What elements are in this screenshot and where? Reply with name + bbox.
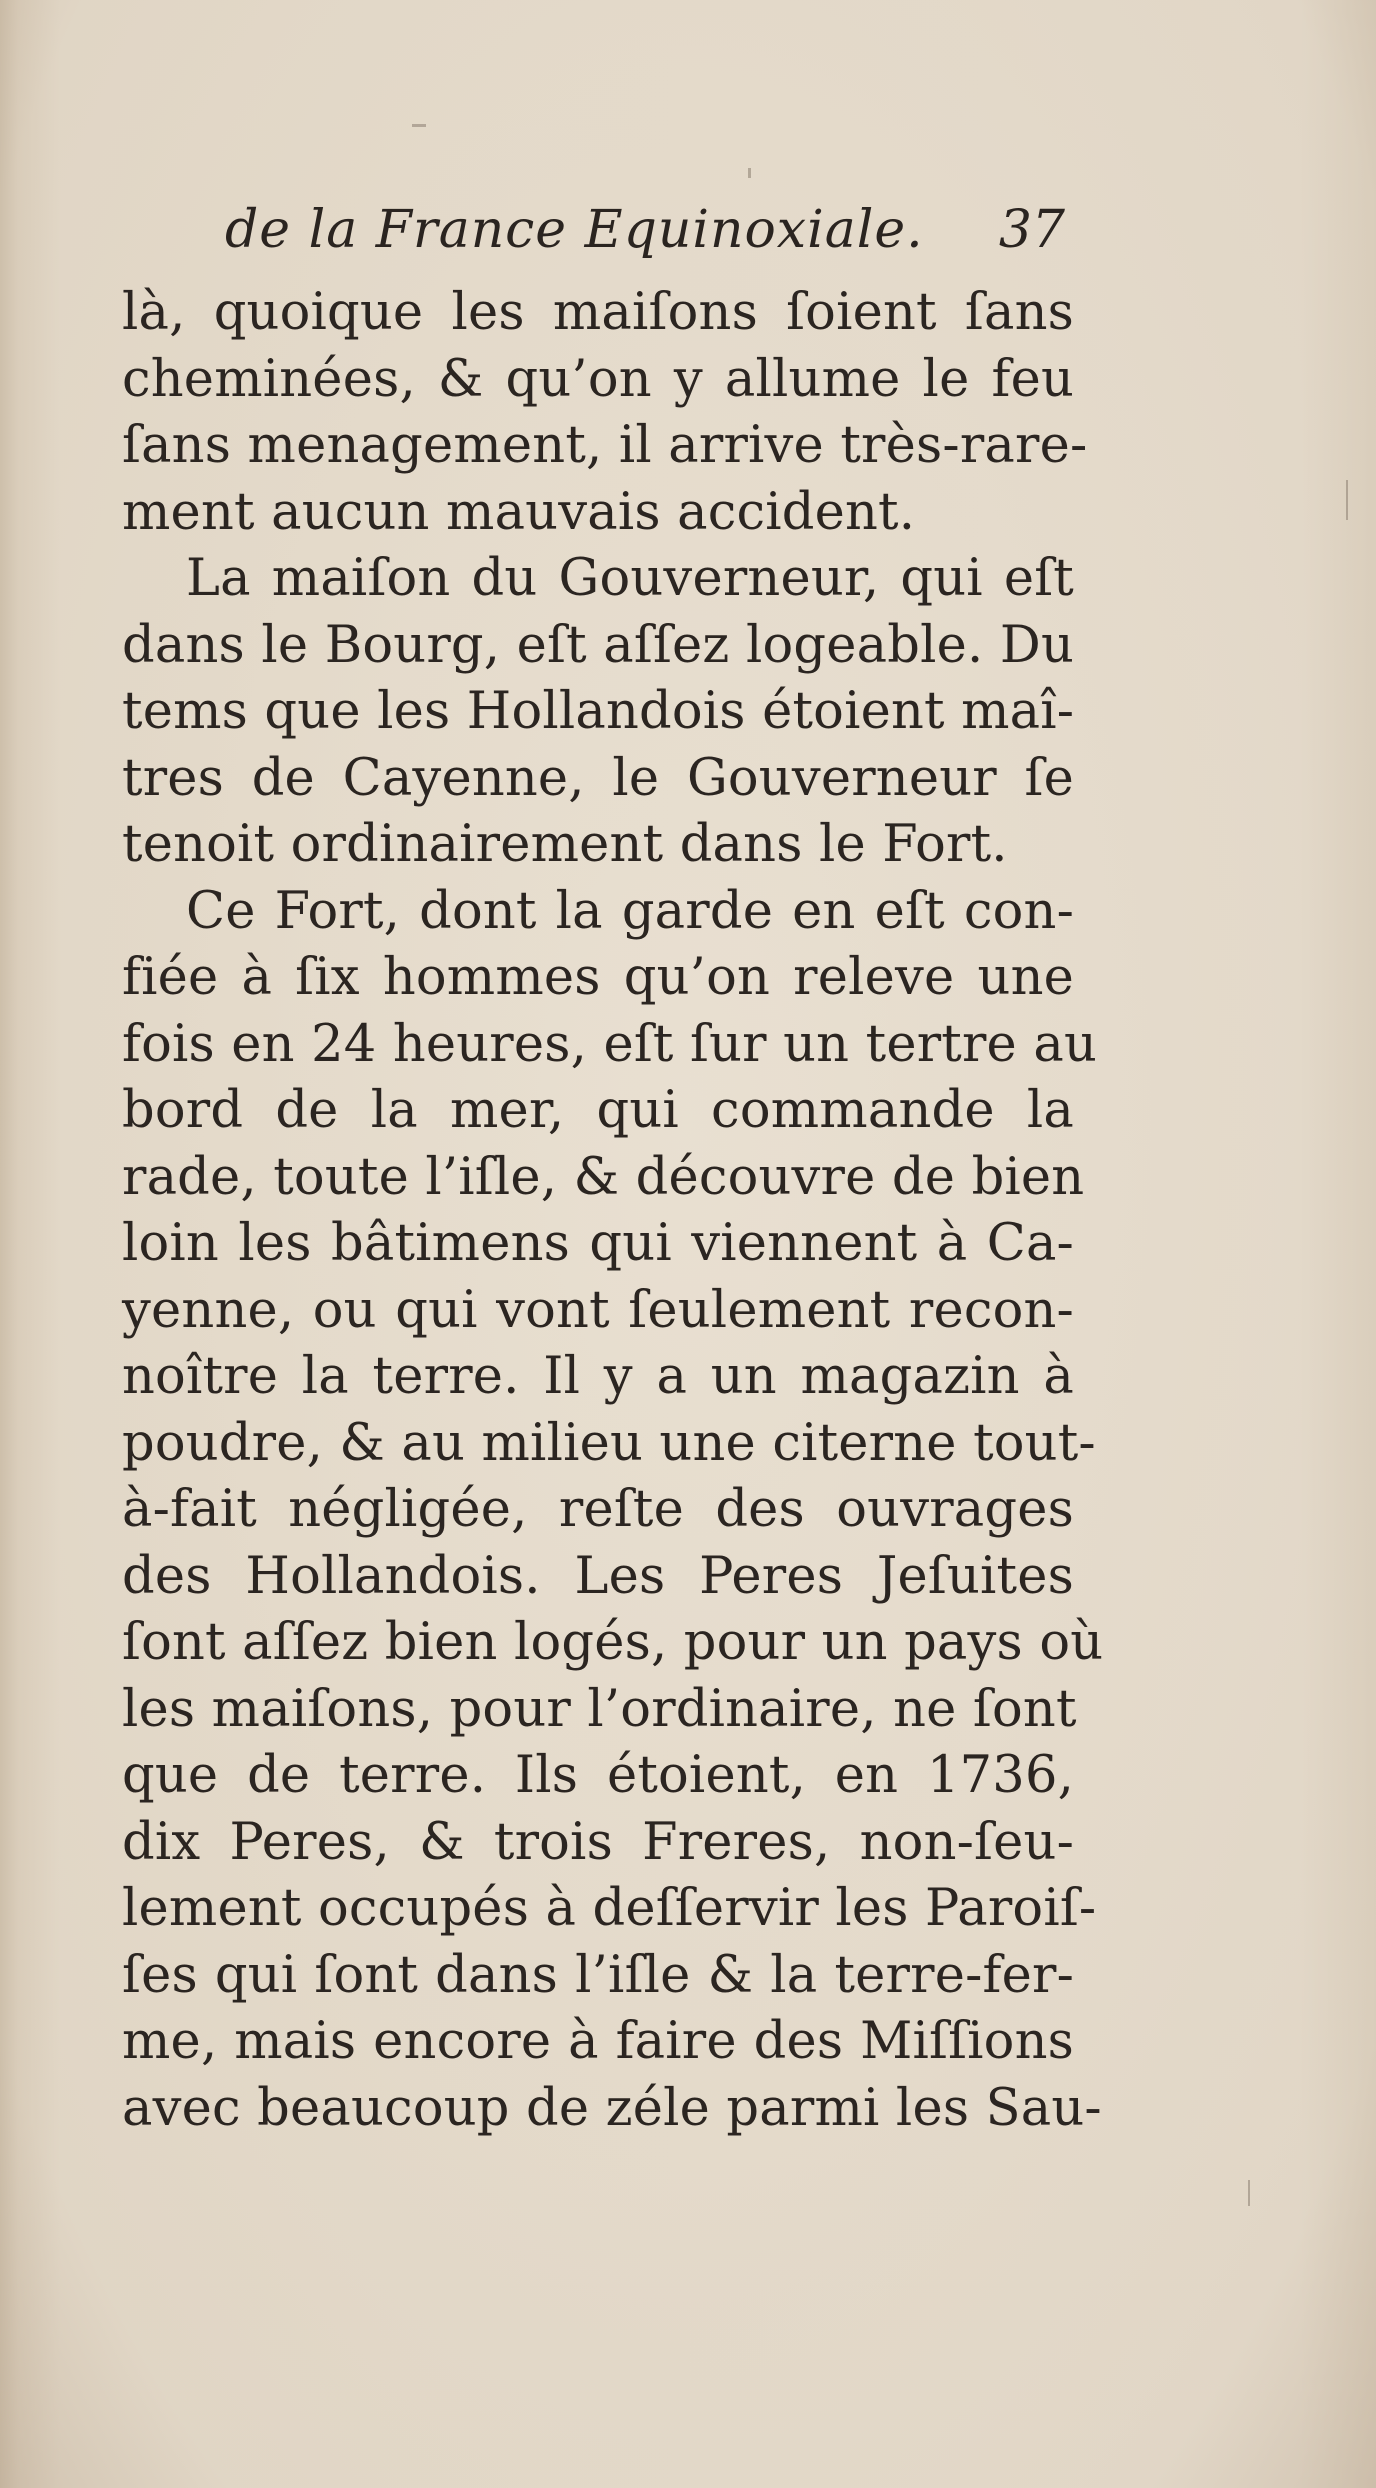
text-line: ſes qui ſont dans l’iſle & la terre-fer- (122, 1945, 1074, 2005)
text-line: tres de Cayenne, le Gouverneur ſe (122, 748, 1074, 808)
paper-speck (1346, 480, 1348, 520)
text-line: là, quoique les maiſons ſoient ſans (122, 283, 1074, 342)
text-line: tenoit ordinairement dans le Fort. (122, 815, 1008, 874)
text-line: cheminées, & qu’on y allume le feu (122, 349, 1074, 409)
page-header (225, 200, 1065, 280)
text-line: ſans menagement, il arrive très-rare- (122, 416, 1088, 475)
text-line: avec beaucoup de zéle parmi les Sau- (122, 2078, 1102, 2138)
text-line: fiée à ſix hommes qu’on releve une (122, 948, 1074, 1007)
running-title: de la France Equinoxiale. (225, 200, 924, 260)
text-line: que de terre. Ils étoient, en 1736, (122, 1746, 1074, 1805)
text-line: ſont aſſez bien logés, pour un pays où (122, 1613, 1104, 1672)
text-line: lement occupés à deſſervir les Paroiſ- (122, 1879, 1097, 1938)
text-line: les maiſons, pour l’ordinaire, ne ſont (122, 1679, 1077, 1739)
text-line: ment aucun mauvais accident. (122, 482, 916, 542)
text-line: loin les bâtimens qui viennent à Ca- (122, 1214, 1074, 1273)
paper-speck (412, 124, 426, 127)
text-line: poudre, & au milieu une citerne tout- (122, 1413, 1096, 1473)
text-line: bord de la mer, qui commande la (122, 1081, 1074, 1140)
text-line: des Hollandois. Les Peres Jeſuites (122, 1546, 1074, 1606)
text-line: tems que les Hollandois étoient maî- (122, 682, 1075, 741)
text-line: rade, toute l’iſle, & découvre de bien (122, 1147, 1085, 1207)
text-line: yenne, ou qui vont ſeulement recon- (122, 1280, 1074, 1340)
paper-speck (1248, 2180, 1250, 2206)
text-line: fois en 24 heures, eſt ſur un tertre au (122, 1014, 1098, 1074)
paragraph-start-line: La maiſon du Gouverneur, qui eſt (186, 549, 1074, 608)
paragraph-start-line: Ce Fort, dont la garde en eſt con- (186, 881, 1074, 941)
text-line: dix Peres, & trois Freres, non-ſeu- (122, 1812, 1074, 1872)
text-line: à-fait négligée, reſte des ouvrages (122, 1480, 1074, 1539)
body-text (122, 280, 1104, 2142)
paper-speck (748, 168, 751, 178)
text-line: me, mais encore à faire des Miſſions (122, 2012, 1074, 2071)
page-number: 37 (998, 200, 1065, 260)
text-line: dans le Bourg, eſt aſſez logeable. Du (122, 615, 1074, 675)
text-line: noître la terre. Il y a un magazin à (122, 1347, 1074, 1406)
